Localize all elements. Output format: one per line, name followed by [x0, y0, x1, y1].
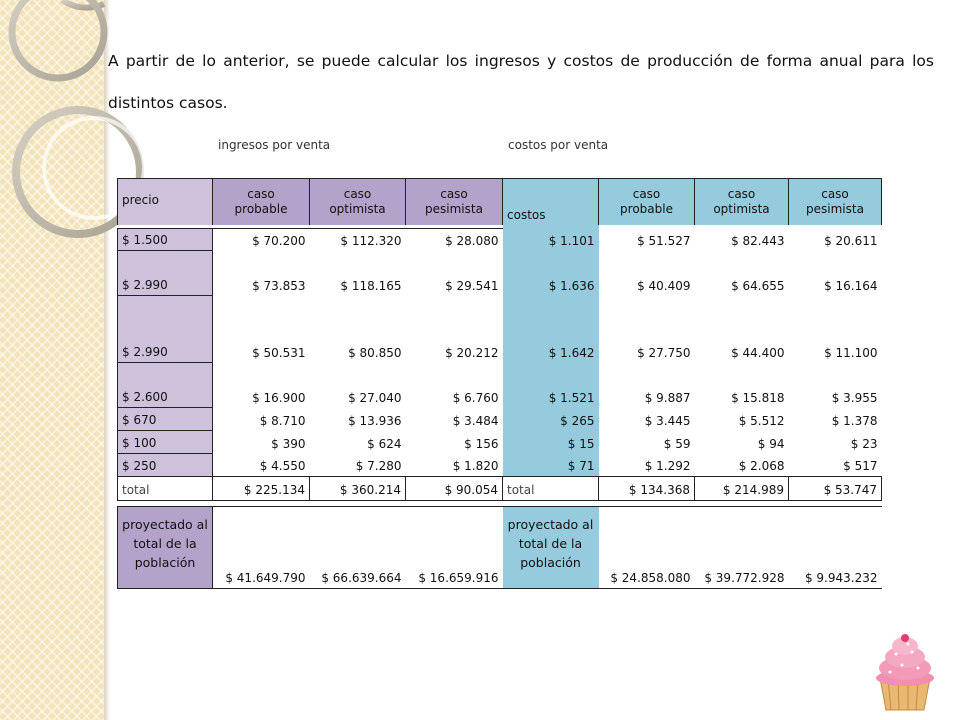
cell-costos: $ 1.521: [503, 363, 599, 408]
cupcake-icon: [872, 632, 938, 712]
header-precio: precio: [118, 179, 213, 225]
cell-c-optimista: $ 44.400: [731, 345, 785, 360]
table-row: [118, 229, 882, 251]
table-row: [118, 296, 882, 363]
caption-ingresos: ingresos por venta: [218, 138, 331, 152]
cell-pesimista: $ 1.820: [452, 459, 499, 473]
cell-optimista: $ 13.936: [348, 413, 402, 428]
cell-costos: $ 265: [503, 408, 599, 431]
cell-probable: $ 70.200: [213, 229, 310, 251]
cell-probable: $ 16.900: [252, 390, 306, 405]
header-label: caso probable: [234, 186, 288, 216]
table-row: [118, 408, 882, 431]
cell-total-costos-label: total: [503, 477, 599, 501]
cell-c-optimista: $ 2.068: [738, 459, 785, 473]
projected-row: [118, 507, 882, 589]
header-costos: costos: [503, 179, 599, 225]
cell-projected-c-pesimista: $ 9.943.232: [789, 507, 882, 589]
cell-pesimista: $ 3.484: [452, 413, 499, 428]
cell-c-probable: $ 40.409: [637, 278, 691, 293]
cell-c-probable: $ 9.887: [644, 390, 691, 405]
header-costos-probable: [599, 179, 695, 225]
cell-projected-c-probable: $ 24.858.080: [599, 507, 695, 589]
cell-optimista: $ 624: [367, 436, 402, 451]
cell-optimista: $ 118.165: [340, 278, 402, 293]
cell-c-pesimista: $ 3.955: [831, 390, 878, 405]
header-ingresos-optimista: [310, 179, 406, 225]
cell-total-c-pesimista: $ 53.747: [789, 477, 882, 501]
header-label: caso optimista: [713, 186, 770, 216]
cell-precio: $ 1.500: [118, 229, 213, 251]
cell-c-probable: $ 59: [663, 436, 691, 451]
cell-projected-costos-label: [503, 507, 599, 589]
header-label: caso pesimista: [425, 186, 483, 216]
table-row: [118, 431, 882, 454]
cell-c-optimista: $ 64.655: [731, 278, 785, 293]
cell-pesimista: $ 156: [464, 436, 499, 451]
cell-precio: $ 100: [118, 431, 213, 454]
cell-costos: $ 1.636: [503, 251, 599, 296]
cell-c-probable: $ 3.445: [644, 413, 691, 428]
cell-costos: $ 1.642: [503, 296, 599, 363]
cell-c-pesimista: $ 16.164: [824, 278, 878, 293]
cell-c-optimista: $ 94: [757, 436, 785, 451]
total-row: [118, 477, 882, 501]
cell-c-pesimista: $ 23: [850, 436, 878, 451]
cell-c-optimista: $ 5.512: [738, 413, 785, 428]
cell-costos: $ 15: [503, 431, 599, 454]
cell-total-pesimista: $ 90.054: [406, 477, 503, 501]
cell-pesimista: $ 20.212: [445, 345, 499, 360]
cell-total-optimista: $ 360.214: [310, 477, 406, 501]
cell-total-c-optimista: $ 214.989: [695, 477, 789, 501]
header-row: [118, 179, 882, 225]
cell-pesimista: $ 6.760: [452, 390, 499, 405]
projected-costos-label: proyectado al total de la población: [507, 517, 594, 570]
cell-optimista: $ 27.040: [348, 390, 402, 405]
cell-c-pesimista: $ 20.611: [824, 233, 878, 248]
cell-c-optimista: $ 15.818: [731, 390, 785, 405]
cell-precio: $ 2.600: [118, 363, 213, 408]
header-ingresos-probable: [213, 179, 310, 225]
header-label: caso optimista: [329, 186, 386, 216]
cell-c-pesimista: $ 517: [843, 459, 878, 473]
header-label: caso pesimista: [806, 186, 864, 216]
cell-precio: $ 2.990: [118, 251, 213, 296]
cell-costos: $ 71: [503, 454, 599, 477]
cell-probable: $ 50.531: [252, 345, 306, 360]
cell-c-probable: $ 27.750: [637, 345, 691, 360]
cell-projected-label: [118, 507, 213, 589]
header-costos-pesimista: [789, 179, 882, 225]
cell-projected-probable: $ 41.649.790: [213, 507, 310, 589]
financial-table: [117, 178, 882, 589]
cell-probable: $ 4.550: [259, 459, 306, 473]
cell-total-label: total: [118, 477, 213, 501]
cell-pesimista: $ 28.080: [406, 229, 503, 251]
cell-c-pesimista: $ 1.378: [831, 413, 878, 428]
table-row: [118, 363, 882, 408]
cell-pesimista: $ 29.541: [445, 278, 499, 293]
cell-probable: $ 73.853: [252, 278, 306, 293]
cell-c-probable: $ 51.527: [637, 233, 691, 248]
cell-optimista: $ 7.280: [355, 459, 402, 473]
cell-projected-c-optimista: $ 39.772.928: [695, 507, 789, 589]
header-costos-optimista: [695, 179, 789, 225]
projected-label: proyectado al total de la población: [122, 517, 208, 570]
header-label: caso probable: [620, 186, 673, 216]
table-row: [118, 251, 882, 296]
cell-c-pesimista: $ 11.100: [824, 345, 878, 360]
cell-probable: $ 390: [271, 436, 306, 451]
cell-total-c-probable: $ 134.368: [599, 477, 695, 501]
cell-costos: $ 1.101: [503, 229, 599, 251]
cell-precio: $ 250: [118, 454, 213, 477]
cell-c-optimista: $ 82.443: [731, 233, 785, 248]
cell-total-probable: $ 225.134: [213, 477, 310, 501]
cell-optimista: $ 80.850: [348, 345, 402, 360]
cell-projected-pesimista: $ 16.659.916: [406, 507, 503, 589]
cell-optimista: $ 112.320: [310, 229, 406, 251]
cell-projected-optimista: $ 66.639.664: [310, 507, 406, 589]
cell-precio: $ 2.990: [118, 296, 213, 363]
table-row: [118, 454, 882, 477]
cell-c-probable: $ 1.292: [644, 459, 691, 473]
cell-probable: $ 8.710: [259, 413, 306, 428]
intro-paragraph: A partir de lo anterior, se puede calcular los ingresos y costos de producción de forma anual para los distintos casos.: [108, 52, 934, 112]
cell-precio: $ 670: [118, 408, 213, 431]
header-ingresos-pesimista: [406, 179, 503, 225]
caption-costos: costos por venta: [508, 138, 609, 152]
